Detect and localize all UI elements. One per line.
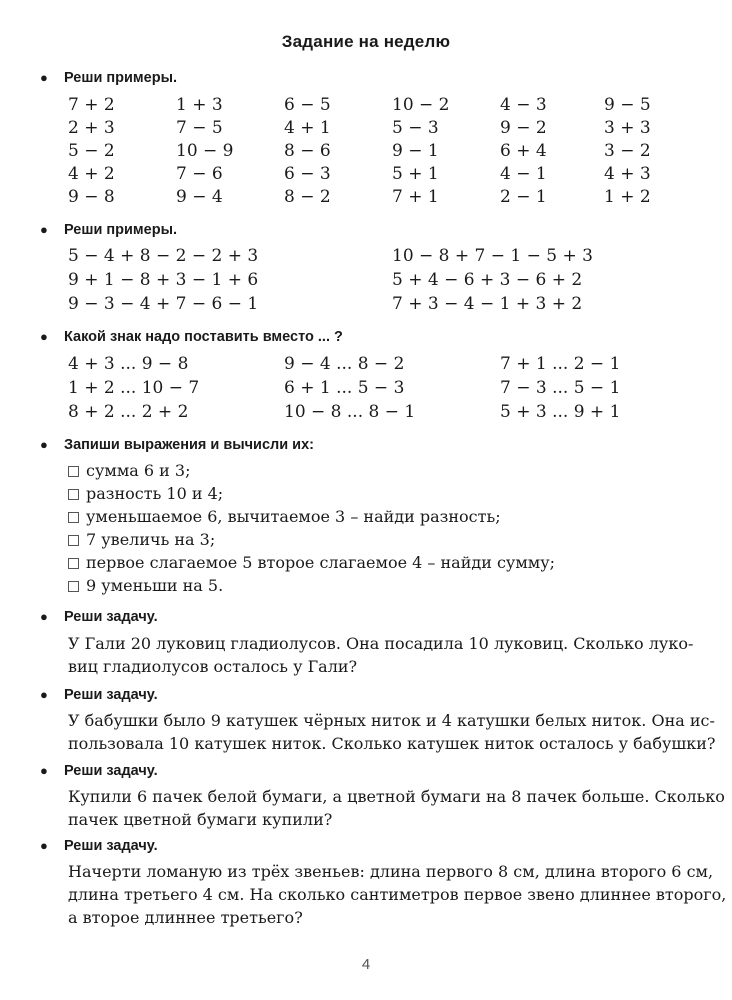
task-item <box>68 507 501 526</box>
example: 1 + 2 <box>604 187 651 207</box>
problem-text <box>68 860 727 929</box>
bullet-icon: ● <box>40 329 48 344</box>
bullet-icon: ● <box>40 687 48 702</box>
comparison: 9 − 4 ... 8 − 2 <box>284 354 405 374</box>
problem-line: У бабушки было 9 катушек чёрных ниток и 4 катушки белых ниток. Она ис- <box>68 711 715 730</box>
example: 7 + 2 <box>68 95 115 115</box>
problem-line: виц гладиолусов осталось у Гали? <box>68 657 358 676</box>
bullet-icon: ● <box>40 838 48 853</box>
task-text: сумма 6 и 3; <box>86 461 191 480</box>
problem-line: длина третьего 4 см. На сколько сантиметров первое звено длиннее второго, <box>68 885 727 904</box>
task-item <box>68 484 223 503</box>
comparison: 5 + 3 ... 9 + 1 <box>500 402 621 422</box>
example: 4 + 1 <box>284 118 331 138</box>
example: 4 − 3 <box>500 95 547 115</box>
example: 4 + 2 <box>68 164 115 184</box>
expression: 5 − 4 + 8 − 2 − 2 + 3 <box>68 246 259 266</box>
page-title: Задание на неделю <box>281 32 451 51</box>
comparison: 1 + 2 ... 10 − 7 <box>68 378 200 398</box>
expression: 7 + 3 − 4 − 1 + 3 + 2 <box>392 294 583 314</box>
section-heading-text: Реши примеры. <box>64 222 177 238</box>
example: 4 − 1 <box>500 164 547 184</box>
example: 6 − 5 <box>284 95 331 115</box>
problem-line: а второе длиннее третьего? <box>68 908 303 927</box>
problem-line: пачек цветной бумаги купили? <box>68 810 333 829</box>
section-heading-6 <box>40 687 158 703</box>
example: 8 − 6 <box>284 141 331 161</box>
comparison: 7 + 1 ... 2 − 1 <box>500 354 621 374</box>
example: 3 + 3 <box>604 118 651 138</box>
comparison: 4 + 3 ... 9 − 8 <box>68 354 189 374</box>
example: 9 − 2 <box>500 118 547 138</box>
problem-line: Начерти ломаную из трёх звеньев: длина первого 8 см, длина второго 6 см, <box>68 862 714 881</box>
task-item <box>68 576 223 595</box>
example: 10 − 9 <box>176 141 234 161</box>
example: 7 − 6 <box>176 164 223 184</box>
bullet-icon: ● <box>40 70 48 85</box>
comparison: 6 + 1 ... 5 − 3 <box>284 378 405 398</box>
section-heading-8 <box>40 838 158 854</box>
section-heading-7 <box>40 763 158 779</box>
checkbox-icon <box>68 581 79 592</box>
problem-line: пользовала 10 катушек ниток. Сколько катушек ниток осталось у бабушки? <box>68 734 716 753</box>
example: 4 + 3 <box>604 164 651 184</box>
task-text: первое слагаемое 5 второе слагаемое 4 – найди сумму; <box>86 553 556 572</box>
expression: 10 − 8 + 7 − 1 − 5 + 3 <box>392 246 593 266</box>
problem-line: У Гали 20 луковиц гладиолусов. Она посадила 10 луковиц. Сколько луко- <box>68 634 694 653</box>
task-text: 7 увеличь на 3; <box>86 530 216 549</box>
checkbox-icon <box>68 535 79 546</box>
section-heading-4 <box>40 437 314 453</box>
task-text: 9 уменьши на 5. <box>86 576 224 595</box>
example: 7 − 5 <box>176 118 223 138</box>
problem-text <box>68 785 725 831</box>
section-heading-text: Какой знак надо поставить вместо ... ? <box>64 329 343 345</box>
comparison: 10 − 8 ... 8 − 1 <box>284 402 416 422</box>
example: 1 + 3 <box>176 95 223 115</box>
checkbox-icon <box>68 558 79 569</box>
example: 5 + 1 <box>392 164 439 184</box>
section-heading-text: Реши примеры. <box>64 70 177 86</box>
section-heading-text: Реши задачу. <box>64 687 158 703</box>
problem-line: Купили 6 пачек белой бумаги, а цветной бумаги на 8 пачек больше. Сколько <box>68 787 725 806</box>
task-item <box>68 461 190 480</box>
example: 5 − 3 <box>392 118 439 138</box>
section-heading-2 <box>40 222 177 238</box>
bullet-icon: ● <box>40 609 48 624</box>
example: 7 + 1 <box>392 187 439 207</box>
comparison: 8 + 2 ... 2 + 2 <box>68 402 189 422</box>
example: 9 − 5 <box>604 95 651 115</box>
task-item <box>68 553 555 572</box>
example: 6 + 4 <box>500 141 547 161</box>
problem-text <box>68 632 708 678</box>
example: 8 − 2 <box>284 187 331 207</box>
bullet-icon: ● <box>40 222 48 237</box>
task-item <box>68 530 215 549</box>
checkbox-icon <box>68 466 79 477</box>
section-heading-5 <box>40 609 158 625</box>
comparison: 7 − 3 ... 5 − 1 <box>500 378 621 398</box>
task-text: уменьшаемое 6, вычитаемое 3 – найди разность; <box>86 507 501 526</box>
example: 9 − 4 <box>176 187 223 207</box>
section-heading-text: Реши задачу. <box>64 609 158 625</box>
bullet-icon: ● <box>40 763 48 778</box>
checkbox-icon <box>68 512 79 523</box>
expression: 9 − 3 − 4 + 7 − 6 − 1 <box>68 294 259 314</box>
section-heading-1 <box>40 70 177 86</box>
problem-text <box>68 709 716 755</box>
example: 2 − 1 <box>500 187 547 207</box>
task-text: разность 10 и 4; <box>86 484 224 503</box>
example: 9 − 1 <box>392 141 439 161</box>
section-heading-text: Реши задачу. <box>64 838 158 854</box>
section-heading-3 <box>40 329 343 345</box>
page-number: 4 <box>361 956 371 973</box>
expression: 5 + 4 − 6 + 3 − 6 + 2 <box>392 270 583 290</box>
example: 5 − 2 <box>68 141 115 161</box>
example: 2 + 3 <box>68 118 115 138</box>
bullet-icon: ● <box>40 437 48 452</box>
example: 3 − 2 <box>604 141 651 161</box>
section-heading-text: Запиши выражения и вычисли их: <box>64 437 314 453</box>
expression: 9 + 1 − 8 + 3 − 1 + 6 <box>68 270 259 290</box>
checkbox-icon <box>68 489 79 500</box>
example: 9 − 8 <box>68 187 115 207</box>
example: 10 − 2 <box>392 95 450 115</box>
example: 6 − 3 <box>284 164 331 184</box>
section-heading-text: Реши задачу. <box>64 763 158 779</box>
